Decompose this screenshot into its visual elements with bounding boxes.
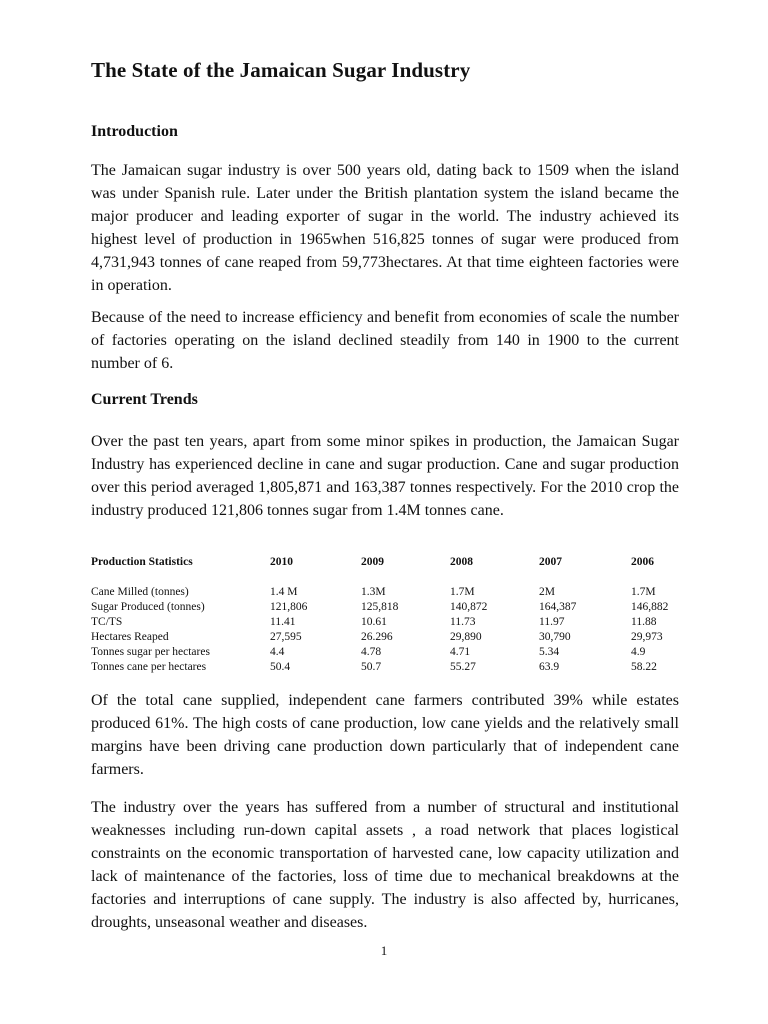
table-cell: 164,387 (539, 601, 577, 613)
table-cell: 26.296 (361, 631, 393, 643)
table-cell: 27,595 (270, 631, 302, 643)
production-statistics-table (91, 555, 681, 675)
table-cell: 125,818 (361, 601, 399, 613)
table-cell: 2M (539, 586, 555, 598)
table-cell: 11.73 (450, 616, 476, 628)
table-cell: 1.7M (631, 586, 656, 598)
page-number: 1 (380, 943, 388, 958)
table-row (91, 600, 681, 615)
table-cell: 58.22 (631, 661, 657, 673)
table-cell: 140,872 (450, 601, 488, 613)
table-cell: 50.7 (361, 661, 382, 673)
table-cell: 4.4 (270, 646, 285, 658)
table-row (91, 660, 681, 675)
table-row (91, 615, 681, 630)
table-cell: 121,806 (270, 601, 308, 613)
table-cell: 5.34 (539, 646, 560, 658)
current-trends-paragraph-2: Of the total cane supplied, independent cane farmers contributed 39% while estates produced 61%. The high costs of cane production, low cane yields and the relatively small margins have been driving cane production down particularly that of independent cane farmers. (91, 692, 679, 778)
introduction-paragraph-1: The Jamaican sugar industry is over 500 years old, dating back to 1509 when the island was under Spanish rule. Later under the British plantation system the island became the major producer and leading exporter of sugar in the world. The industry achieved its highest level of production in 1965when 516,825 tonnes of sugar were produced from 4,731,943 tonnes of cane reaped from 59,773hectares. At that time eighteen factories were in operation. (91, 162, 679, 294)
table-header-cell: 2007 (539, 556, 562, 568)
table-spacer-row (91, 570, 681, 585)
table-row (91, 645, 681, 660)
table-cell: 4.78 (361, 646, 382, 658)
introduction-paragraph-2: Because of the need to increase efficiency and benefit from economies of scale the number of factories operating on the island declined steadily from 140 in 1900 to the current number of 6. (91, 309, 679, 372)
page-title: The State of the Jamaican Sugar Industry (91, 58, 471, 82)
table-cell: 1.7M (450, 586, 475, 598)
table-cell: 11.88 (631, 616, 657, 628)
table-cell: 146,882 (631, 601, 669, 613)
introduction-heading: Introduction (91, 123, 178, 140)
table-header-cell: Production Statistics (91, 556, 193, 568)
table-cell: Cane Milled (tonnes) (91, 586, 189, 598)
table-header-cell: 2006 (631, 556, 654, 568)
table-cell: 4.9 (631, 646, 646, 658)
table-cell: 30,790 (539, 631, 571, 643)
table-cell: Tonnes sugar per hectares (91, 646, 210, 658)
table-cell: TC/TS (91, 616, 123, 628)
table-cell: 50.4 (270, 661, 291, 673)
table-cell: 11.41 (270, 616, 296, 628)
table-row (91, 630, 681, 645)
table-row (91, 585, 681, 600)
table-cell: 11.97 (539, 616, 565, 628)
table-cell: 1.4 M (270, 586, 298, 598)
table-header-cell: 2008 (450, 556, 473, 568)
table-header-cell: 2010 (270, 556, 293, 568)
table-cell: 55.27 (450, 661, 476, 673)
table-cell: Tonnes cane per hectares (91, 661, 207, 673)
table-cell: Sugar Produced (tonnes) (91, 601, 205, 613)
table-cell: 29,973 (631, 631, 663, 643)
current-trends-heading: Current Trends (91, 391, 198, 408)
table-cell: 10.61 (361, 616, 387, 628)
table-header-row (91, 555, 681, 570)
table-header-cell: 2009 (361, 556, 384, 568)
table-cell: 63.9 (539, 661, 560, 673)
table-cell: Hectares Reaped (91, 631, 169, 643)
current-trends-paragraph-1: Over the past ten years, apart from some minor spikes in production, the Jamaican Sugar Industry has experienced decline in cane and sugar production. Cane and sugar production over this period averaged 1,805,871 and 163,387 tonnes respectively. For the 2010 crop the industry produced 121,806 tonnes sugar from 1.4M tonnes cane. (91, 433, 679, 519)
table-cell: 1.3M (361, 586, 386, 598)
table-cell: 4.71 (450, 646, 471, 658)
table-cell: 29,890 (450, 631, 482, 643)
current-trends-paragraph-3: The industry over the years has suffered from a number of structural and institutional weaknesses including run-down capital assets , a road network that places logistical constraints on the economic transportation of harvested cane, low capacity utilization and lack of maintenance of the factories, loss of time due to mechanical breakdowns at the factories and interruptions of cane supply. The industry is also affected by, hurricanes, droughts, unseasonal weather and diseases. (91, 799, 679, 931)
